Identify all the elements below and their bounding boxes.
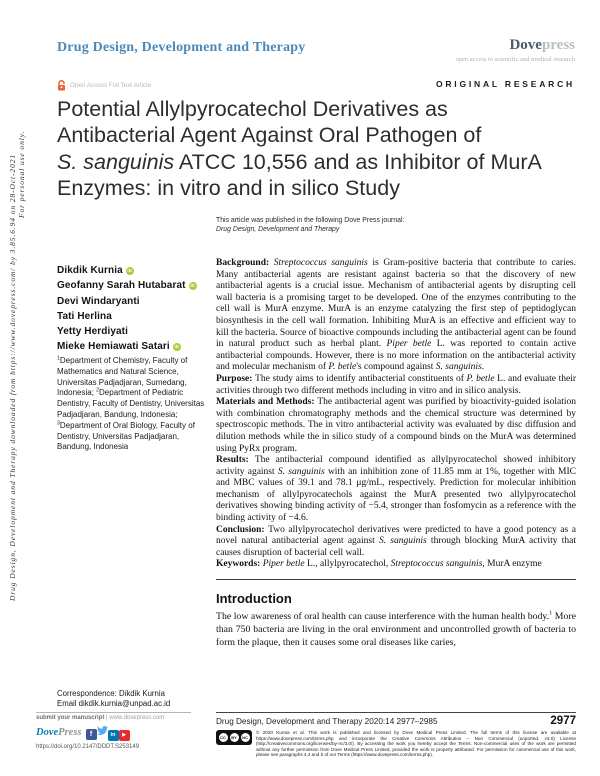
article-type-label: ORIGINAL RESEARCH bbox=[435, 79, 575, 89]
published-note bbox=[216, 216, 404, 235]
submit-manuscript-label: submit your manuscript bbox=[36, 715, 105, 721]
orcid-icon[interactable]: iD bbox=[127, 268, 133, 273]
abstract-paragraphs bbox=[216, 258, 576, 571]
orcid-icon[interactable]: iD bbox=[174, 344, 180, 350]
dovepress-logo-light: press bbox=[541, 37, 575, 53]
journal-citation: Drug Design, Development and Therapy 2020:14 2977–2985 bbox=[216, 717, 438, 726]
facebook-icon[interactable]: f bbox=[86, 729, 97, 740]
title-line: Antibacterial Agent Against Oral Pathogen of bbox=[57, 123, 482, 148]
linkedin-icon[interactable]: in bbox=[108, 730, 119, 741]
footer-left bbox=[36, 712, 191, 750]
dovepress-footer-logo[interactable] bbox=[36, 727, 82, 738]
open-access-badge[interactable] bbox=[57, 80, 151, 91]
abstract-paragraph: Results: The antibacterial compound identified as allylpyrocatechol showed inhibitory activity against S. sanguinis with an inhibition zone of 11.85 mm at 1%, together with MIC and MBC values of 39.1 and 78.1 μg/mL, respectively. Prediction for molecular inhibition mechanism of allylpyrocatechols against the MurA presented two allylpyrocatechol derivatives showing binding activity of −5.4, stronger than fosfomycin as a reference with the binding activity of −4.6. bbox=[216, 455, 576, 524]
published-note-line1: This article was published in the following Dove Press journal: bbox=[216, 217, 405, 224]
doi-link[interactable]: https://doi.org/10.2147/DDDT.S253149 bbox=[36, 744, 140, 750]
title-line: Potential Allylpyrocatechol Derivatives as bbox=[57, 97, 448, 121]
abstract bbox=[216, 258, 576, 649]
abstract-paragraph: Conclusion: Two allylpyrocatechol derivatives were predicted to have a good potency as a novel natural antibacterial agent against S. sanguinis through blocking MurA activity that causes disruption of bacterial cell wall. bbox=[216, 524, 576, 558]
published-note-journal: Drug Design, Development and Therapy bbox=[216, 226, 340, 234]
correspondence-block bbox=[57, 689, 170, 709]
article-title bbox=[57, 96, 575, 202]
title-line: S. sanguinis ATCC 10,556 and as Inhibitor of MurA bbox=[57, 149, 542, 174]
publisher-tagline: open access to scientific and medical research bbox=[455, 56, 575, 63]
correspondence-name: Correspondence: Dikdik Kurnia bbox=[57, 689, 165, 698]
introduction-heading: Introduction bbox=[216, 591, 292, 607]
footer-right bbox=[216, 712, 576, 758]
author-name: Mieke Hemiawati Satari iD bbox=[57, 341, 180, 353]
personal-use-watermark: For personal use only. bbox=[17, 130, 26, 218]
submit-manuscript-line bbox=[36, 712, 191, 721]
author-name: Dikdik Kurnia iD bbox=[57, 265, 133, 276]
license-text: © 2020 Kurnia et al. This work is published and licensed by Dove Medical Press Limited. The full terms of this license are available at https://www.dovepress.com/terms.php and incorporate the Creative Commons Attribution – Non Commercial (unported, v3.0) License (http://creativecommons.org/licenses/by-nc/3.0/). By accessing the work you hereby accept the Terms. Non-commercial uses of the work are permitted without any further permission from Dove Medical Press Limited, provided the work is properly attributed. For permission for commercial use of this work, please see paragraphs 4.2 and 5 of our Terms (https://www.dovepress.com/terms.php). bbox=[256, 730, 576, 757]
open-access-label: Open Access Full Text Article bbox=[70, 82, 152, 89]
dovepress-footer-logo-bold: Dove bbox=[36, 726, 59, 738]
dovepress-logo[interactable] bbox=[509, 37, 575, 54]
abstract-paragraph: Materials and Methods: The antibacterial agent was purified by bioactivity-guided isolation with combination chromatography methods and the chemical structure was determined by spectroscopic methods. The in vitro antibacterial activity was evaluated by disc diffusion and dilution methods while the in silico study of a compound binds on the MurA was determined using PyRx program. bbox=[216, 397, 576, 454]
dovepress-footer-logo-light: Press bbox=[58, 726, 82, 738]
author-list bbox=[57, 263, 197, 355]
download-watermark: Drug Design, Development and Therapy downloaded from https://www.dovepress.com/ by 3.85.6.94 on 28-Oct-2021 bbox=[8, 153, 17, 601]
cc-by-nc-icon[interactable]: CC BY NC bbox=[216, 730, 252, 745]
dovepress-url-link[interactable]: www.dovepress.com bbox=[109, 715, 165, 721]
dovepress-logo-bold: Dove bbox=[509, 37, 542, 53]
author-name: Devi Windaryanti bbox=[57, 295, 140, 307]
author-name: Geofanny Sarah Hutabarat iD bbox=[57, 280, 195, 292]
youtube-icon[interactable]: ▶ bbox=[119, 730, 130, 741]
abstract-paragraph: Background: Streptococcus sanguinis is Gram-positive bacteria that contribute to caries. Many antibacterial agents are resistant against bacteria so that the discovery of new antibacterial agents is a crucial issue. Mechanism of antibacterial agents by disrupting cell wall bacteria is a promising target to be developed. One of the enzymes contributing to the cell wall is MurA enzyme. MurA is an enzyme catalyzing the first step of peptidoglycan biosynthesis in the cell wall formation. Inhibiting MurA is an effective and efficient way to kill the bacteria. Source of bioactive compounds including the antibacterial agent can be found in natural product such as herbal plant. Piper betle L. was reported to contain active antibacterial compounds. However, there is no more information on the antibacterial activity and molecular mechanism of P. betle's compound against S. sanguinis. bbox=[216, 258, 576, 373]
author-name: Tati Herlina bbox=[57, 310, 112, 322]
page-number: 2977 bbox=[550, 715, 576, 727]
introduction-paragraph: The low awareness of oral health can cause interference with the human health body.$^1$ More than 750 bacteria are living in the oral environment and uncontrolled growth of bacteria to form the plaque, then it causes some oral diseases like caries, bbox=[216, 609, 577, 649]
author-name: Yetty Herdiyati bbox=[57, 326, 128, 338]
open-access-icon bbox=[57, 80, 66, 91]
social-icons bbox=[86, 723, 130, 741]
abstract-paragraph: Keywords: Piper betle L., allylpyrocatechol, Streptococcus sanguinis, MurA enzyme bbox=[216, 559, 542, 570]
section-divider bbox=[216, 579, 576, 580]
correspondence-email[interactable]: Email dikdik.kurnia@unpad.ac.id bbox=[57, 699, 171, 709]
divider: | bbox=[106, 715, 110, 721]
affiliations: $^1$Department of Chemistry, Faculty of Mathematics and Natural Science, Universitas Padjadjaran, Sumedang, Indonesia; $^2$Department of Pediatric Dentistry, Faculty of Dentistry, Universitas Padjadjaran, Bandung, Indonesia; $^3$Department of Oral Biology, Faculty of Dentistry, Universitas Padjadjaran, Bandung, Indonesia bbox=[57, 355, 205, 452]
twitter-icon[interactable] bbox=[97, 725, 108, 736]
journal-name-link[interactable]: Drug Design, Development and Therapy bbox=[57, 40, 306, 55]
orcid-icon[interactable]: iD bbox=[190, 283, 195, 289]
title-line: Enzymes: in vitro and in silico Study bbox=[57, 176, 400, 201]
abstract-paragraph: Purpose: The study aims to identify antibacterial constituents of P. betle L. and evaluate their activities through two different methods including in vitro and in silico analysis. bbox=[216, 373, 577, 396]
